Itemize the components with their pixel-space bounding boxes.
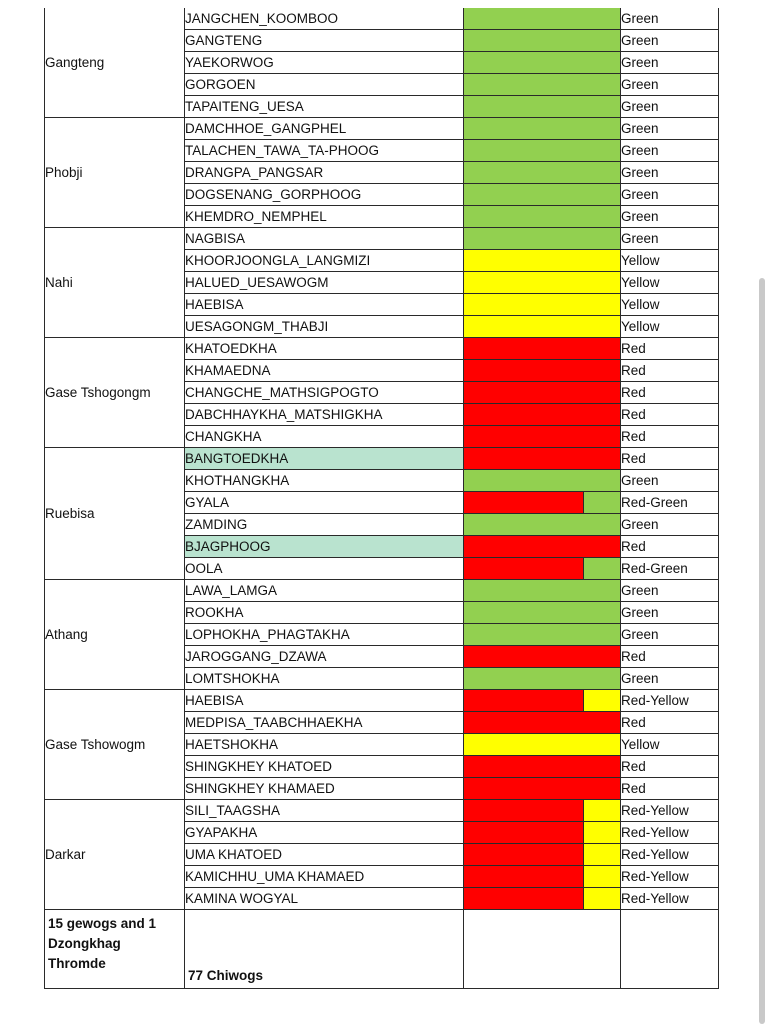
status-color-bar [464, 338, 620, 359]
chiwog-name: NAGBISA [185, 228, 464, 250]
gewog-name: Gangteng [45, 8, 185, 118]
chiwog-name: HAETSHOKHA [185, 734, 464, 756]
status-color-segment-red [464, 712, 620, 733]
status-color-cell [464, 712, 621, 734]
status-color-segment-red [464, 690, 583, 711]
status-label: Red-Yellow [621, 822, 719, 844]
status-color-cell [464, 646, 621, 668]
status-label: Yellow [621, 272, 719, 294]
status-color-bar [464, 470, 620, 491]
status-label: Red [621, 404, 719, 426]
status-color-bar [464, 646, 620, 667]
status-color-cell [464, 778, 621, 800]
status-color-segment-red [464, 382, 620, 403]
gewog-name: Nahi [45, 228, 185, 338]
status-color-cell [464, 492, 621, 514]
status-label: Green [621, 580, 719, 602]
status-label: Green [621, 228, 719, 250]
status-color-segment-yellow [464, 316, 620, 337]
status-color-bar [464, 360, 620, 381]
status-label: Red-Green [621, 558, 719, 580]
status-color-segment-green [464, 184, 620, 205]
status-color-cell [464, 382, 621, 404]
status-color-cell [464, 470, 621, 492]
chiwog-name: LOMTSHOKHA [185, 668, 464, 690]
table-row [45, 690, 719, 712]
status-color-cell [464, 536, 621, 558]
status-color-segment-red [464, 448, 620, 469]
chiwog-name: CHANGCHE_MATHSIGPOGTO [185, 382, 464, 404]
chiwog-name: MEDPISA_TAABCHHAEKHA [185, 712, 464, 734]
table-row [45, 800, 719, 822]
status-color-bar [464, 822, 620, 843]
status-color-bar [464, 206, 620, 227]
chiwog-name: UESAGONGM_THABJI [185, 316, 464, 338]
totals-row [45, 910, 719, 989]
status-color-segment-red [464, 536, 620, 557]
status-label: Red [621, 646, 719, 668]
status-color-cell [464, 52, 621, 74]
status-label: Green [621, 206, 719, 228]
status-color-cell [464, 338, 621, 360]
status-label: Red [621, 426, 719, 448]
status-color-segment-yellow [583, 888, 620, 909]
chiwog-name: ROOKHA [185, 602, 464, 624]
chiwog-name: KAMINA WOGYAL [185, 888, 464, 910]
status-color-cell [464, 228, 621, 250]
status-color-cell [464, 866, 621, 888]
chiwog-name: HAEBISA [185, 690, 464, 712]
status-color-bar [464, 734, 620, 755]
status-color-segment-green [464, 668, 620, 689]
chiwog-name: SILI_TAAGSHA [185, 800, 464, 822]
status-color-segment-green [464, 514, 620, 535]
status-color-segment-red [464, 756, 620, 777]
chiwog-name: KHAMAEDNA [185, 360, 464, 382]
gewog-name: Phobji [45, 118, 185, 228]
status-color-bar [464, 140, 620, 161]
status-color-bar [464, 316, 620, 337]
status-color-segment-yellow [583, 866, 620, 887]
status-color-segment-green [464, 162, 620, 183]
status-color-bar [464, 888, 620, 909]
status-color-bar [464, 118, 620, 139]
status-color-cell [464, 822, 621, 844]
status-color-bar [464, 602, 620, 623]
status-color-cell [464, 294, 621, 316]
chiwog-name: SHINGKHEY KHAMAED [185, 778, 464, 800]
status-color-cell [464, 206, 621, 228]
status-color-bar [464, 580, 620, 601]
table-row [45, 118, 719, 140]
status-label: Green [621, 184, 719, 206]
status-color-cell [464, 690, 621, 712]
status-label: Green [621, 52, 719, 74]
status-color-cell [464, 118, 621, 140]
status-color-segment-green [464, 228, 620, 249]
status-color-cell [464, 888, 621, 910]
status-label: Green [621, 668, 719, 690]
chiwog-name: UMA KHATOED [185, 844, 464, 866]
status-color-segment-green [464, 602, 620, 623]
status-color-segment-red [464, 492, 583, 513]
status-color-bar [464, 30, 620, 51]
status-color-bar [464, 800, 620, 821]
status-color-segment-red [464, 888, 583, 909]
gewogs-total-label: 15 gewogs and 1 Dzongkhag Thromde [45, 910, 185, 989]
chiwog-name: CHANGKHA [185, 426, 464, 448]
status-color-cell [464, 756, 621, 778]
chiwog-name: DABCHHAYKHA_MATSHIGKHA [185, 404, 464, 426]
chiwog-name: JANGCHEN_KOOMBOO [185, 8, 464, 30]
status-color-bar [464, 272, 620, 293]
status-color-bar [464, 426, 620, 447]
table-row [45, 228, 719, 250]
status-label: Red-Yellow [621, 866, 719, 888]
status-color-segment-red [464, 558, 583, 579]
status-color-segment-green [464, 52, 620, 73]
status-color-cell [464, 602, 621, 624]
status-color-cell [464, 514, 621, 536]
status-color-segment-green [464, 580, 620, 601]
chiwog-name: KAMICHHU_UMA KHAMAED [185, 866, 464, 888]
chiwog-name: GYALA [185, 492, 464, 514]
gewog-name: Ruebisa [45, 448, 185, 580]
status-color-segment-yellow [464, 250, 620, 271]
status-color-segment-yellow [583, 800, 620, 821]
chiwog-name: HAEBISA [185, 294, 464, 316]
status-color-segment-red [464, 822, 583, 843]
status-label: Green [621, 96, 719, 118]
status-color-segment-green [464, 206, 620, 227]
status-color-bar [464, 514, 620, 535]
status-label: Red [621, 536, 719, 558]
status-color-cell [464, 30, 621, 52]
status-color-segment-red [464, 866, 583, 887]
status-color-bar [464, 558, 620, 579]
status-color-segment-green [464, 74, 620, 95]
status-color-bar [464, 690, 620, 711]
status-label: Green [621, 162, 719, 184]
status-label: Green [621, 118, 719, 140]
status-color-bar [464, 712, 620, 733]
totals-status-cell [621, 910, 719, 989]
status-color-bar [464, 184, 620, 205]
table-row [45, 338, 719, 360]
status-color-bar [464, 844, 620, 865]
chiwog-name: GORGOEN [185, 74, 464, 96]
chiwog-name: KHOORJOONGLA_LANGMIZI [185, 250, 464, 272]
chiwog-name: DOGSENANG_GORPHOOG [185, 184, 464, 206]
status-label: Red-Yellow [621, 888, 719, 910]
status-color-cell [464, 404, 621, 426]
status-color-segment-green [464, 30, 620, 51]
status-color-cell [464, 800, 621, 822]
status-color-segment-red [464, 338, 620, 359]
chiwog-name: GANGTENG [185, 30, 464, 52]
status-color-bar [464, 96, 620, 117]
status-color-segment-red [464, 778, 620, 799]
chiwog-name: LAWA_LAMGA [185, 580, 464, 602]
status-color-segment-yellow [583, 822, 620, 843]
status-color-segment-red [464, 426, 620, 447]
status-color-segment-green [583, 492, 620, 513]
status-color-segment-green [464, 140, 620, 161]
status-color-bar [464, 404, 620, 425]
status-color-bar [464, 492, 620, 513]
status-color-segment-yellow [583, 690, 620, 711]
gewog-name: Gase Tshowogm [45, 690, 185, 800]
status-label: Red [621, 756, 719, 778]
status-color-bar [464, 74, 620, 95]
gewog-name: Darkar [45, 800, 185, 910]
chiwog-name: TAPAITENG_UESA [185, 96, 464, 118]
status-label: Red [621, 360, 719, 382]
status-color-segment-green [464, 118, 620, 139]
table-row [45, 448, 719, 470]
status-color-bar [464, 250, 620, 271]
status-color-bar [464, 624, 620, 645]
status-label: Green [621, 470, 719, 492]
status-color-cell [464, 558, 621, 580]
status-label: Red-Yellow [621, 800, 719, 822]
status-color-segment-green [464, 624, 620, 645]
status-label: Green [621, 602, 719, 624]
chiwog-name: OOLA [185, 558, 464, 580]
status-color-cell [464, 96, 621, 118]
gewog-name: Gase Tshogongm [45, 338, 185, 448]
status-color-bar [464, 294, 620, 315]
status-color-segment-green [583, 558, 620, 579]
status-color-bar [464, 778, 620, 799]
status-color-segment-red [464, 800, 583, 821]
chiwog-name: TALACHEN_TAWA_TA-PHOOG [185, 140, 464, 162]
chiwog-name: SHINGKHEY KHATOED [185, 756, 464, 778]
status-color-bar [464, 52, 620, 73]
status-color-segment-yellow [464, 272, 620, 293]
chiwog-name: ZAMDING [185, 514, 464, 536]
status-color-cell [464, 360, 621, 382]
status-color-bar [464, 536, 620, 557]
status-label: Red [621, 448, 719, 470]
status-label: Red [621, 712, 719, 734]
status-color-cell [464, 74, 621, 96]
status-color-bar [464, 8, 620, 29]
status-color-segment-red [464, 404, 620, 425]
status-label: Red [621, 338, 719, 360]
status-color-cell [464, 8, 621, 30]
status-color-cell [464, 272, 621, 294]
gewog-name: Athang [45, 580, 185, 690]
status-color-segment-yellow [464, 294, 620, 315]
chiwog-name: DRANGPA_PANGSAR [185, 162, 464, 184]
status-color-cell [464, 734, 621, 756]
chiwog-name: GYAPAKHA [185, 822, 464, 844]
chiwog-name: KHEMDRO_NEMPHEL [185, 206, 464, 228]
chiwog-name: BJAGPHOOG [185, 536, 464, 558]
status-color-segment-red [464, 646, 620, 667]
status-color-cell [464, 316, 621, 338]
status-color-cell [464, 426, 621, 448]
vertical-scrollbar[interactable] [759, 278, 765, 1024]
chiwog-name: YAEKORWOG [185, 52, 464, 74]
status-label: Green [621, 514, 719, 536]
chiwogs-total-label: 77 Chiwogs [185, 910, 464, 989]
chiwog-name: LOPHOKHA_PHAGTAKHA [185, 624, 464, 646]
chiwog-name: BANGTOEDKHA [185, 448, 464, 470]
status-color-cell [464, 624, 621, 646]
status-color-bar [464, 382, 620, 403]
status-color-bar [464, 866, 620, 887]
chiwog-name: HALUED_UESAWOGM [185, 272, 464, 294]
status-label: Red [621, 382, 719, 404]
chiwog-name: DAMCHHOE_GANGPHEL [185, 118, 464, 140]
status-color-cell [464, 250, 621, 272]
status-color-segment-yellow [464, 734, 620, 755]
status-color-cell [464, 140, 621, 162]
status-label: Green [621, 30, 719, 52]
chiwog-name: KHOTHANGKHA [185, 470, 464, 492]
status-color-cell [464, 162, 621, 184]
status-label: Red-Green [621, 492, 719, 514]
status-color-bar [464, 162, 620, 183]
status-label: Yellow [621, 250, 719, 272]
table-row [45, 8, 719, 30]
status-label: Yellow [621, 734, 719, 756]
status-color-segment-yellow [583, 844, 620, 865]
status-color-cell [464, 844, 621, 866]
chiwog-name: KHATOEDKHA [185, 338, 464, 360]
status-label: Red-Yellow [621, 690, 719, 712]
status-color-bar [464, 668, 620, 689]
status-label: Green [621, 8, 719, 30]
status-color-segment-red [464, 360, 620, 381]
status-color-cell [464, 668, 621, 690]
status-color-cell [464, 580, 621, 602]
status-label: Green [621, 624, 719, 646]
status-label: Green [621, 140, 719, 162]
status-color-cell [464, 448, 621, 470]
status-color-bar [464, 228, 620, 249]
table-body [45, 8, 719, 989]
status-color-segment-green [464, 96, 620, 117]
status-label: Green [621, 74, 719, 96]
status-color-cell [464, 184, 621, 206]
status-color-bar [464, 756, 620, 777]
chiwog-name: JAROGGANG_DZAWA [185, 646, 464, 668]
totals-bar-cell [464, 910, 621, 989]
status-color-bar [464, 448, 620, 469]
status-label: Red [621, 778, 719, 800]
chiwog-status-table [44, 8, 719, 989]
status-color-segment-green [464, 8, 620, 29]
status-label: Yellow [621, 316, 719, 338]
status-color-segment-green [464, 470, 620, 491]
status-label: Yellow [621, 294, 719, 316]
status-label: Red-Yellow [621, 844, 719, 866]
table-row [45, 580, 719, 602]
status-color-segment-red [464, 844, 583, 865]
